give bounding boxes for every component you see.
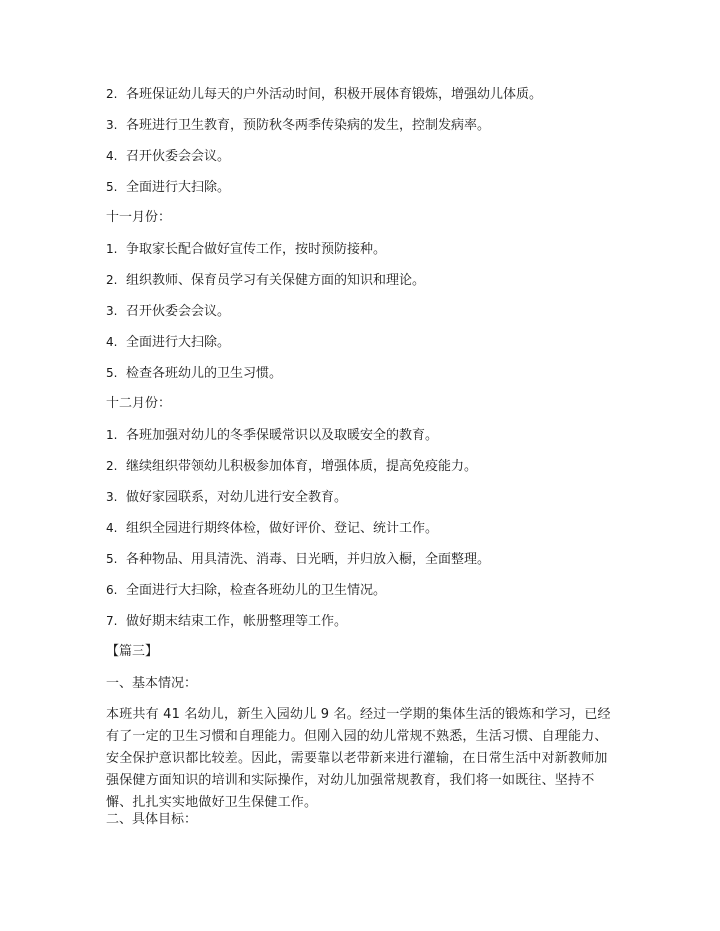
section-heading-december: 十二月份： [106, 396, 172, 411]
list-item [106, 427, 438, 444]
item-text: 组织全园进行期终体检，做好评价、登记、统计工作。 [126, 521, 439, 536]
item-number: 5. [106, 552, 118, 566]
item-text: 各班进行卫生教育，预防秋冬两季传染病的发生，控制发病率。 [126, 118, 491, 133]
list-item [106, 489, 347, 506]
item-text: 争取家长配合做好宣传工作，按时预防接种。 [126, 242, 387, 257]
item-number: 3. [106, 304, 118, 318]
item-number: 2. [106, 87, 118, 101]
item-number: 4. [106, 149, 118, 163]
item-text: 全面进行大扫除，检查各班幼儿的卫生情况。 [126, 583, 387, 598]
list-item [106, 334, 230, 351]
item-number: 5. [106, 180, 118, 194]
item-number: 3. [106, 490, 118, 504]
item-number: 6. [106, 583, 118, 597]
item-number: 4. [106, 521, 118, 535]
list-item [106, 241, 386, 258]
list-item [106, 458, 477, 475]
list-item [106, 148, 230, 165]
body-paragraph: 本班共有 41 名幼儿，新生入园幼儿 9 名。经过一学期的集体生活的锻炼和学习，已经有了一定的卫生习惯和自理能力。但刚入园的幼儿常规不熟悉，生活习惯、自理能力、安全保护意识都比较差。因此，需要靠以老带新来进行灌输，在日常生活中对新教师加强保健方面知识的培训和实际操作，对幼儿加强常规教育，我们将一如既往、坚持不懈、扎扎实实地做好卫生保健工作。 [106, 707, 611, 810]
item-number: 2. [106, 273, 118, 287]
item-text: 做好家园联系，对幼儿进行安全教育。 [126, 490, 348, 505]
item-number: 7. [106, 614, 118, 628]
item-text: 各班保证幼儿每天的户外活动时间，积极开展体育锻炼，增强幼儿体质。 [126, 87, 543, 102]
list-item [106, 613, 347, 630]
list-item [106, 551, 490, 568]
list-item [106, 303, 230, 320]
item-text: 检查各班幼儿的卫生习惯。 [126, 366, 283, 381]
item-text: 全面进行大扫除。 [126, 335, 231, 350]
item-text: 召开伙委会会议。 [126, 304, 231, 319]
section-heading-november: 十一月份： [106, 210, 172, 225]
item-number: 2. [106, 459, 118, 473]
item-number: 5. [106, 366, 118, 380]
item-text: 各种物品、用具清洗、消毒、日光晒，并归放入橱，全面整理。 [126, 552, 491, 567]
item-number: 1. [106, 242, 118, 256]
section-heading-basic-situation: 一、基本情况： [106, 676, 198, 691]
list-item [106, 582, 386, 599]
item-number: 4. [106, 335, 118, 349]
part-marker: 【篇三】 [106, 644, 159, 659]
item-number: 3. [106, 118, 118, 132]
item-text: 做好期末结束工作，帐册整理等工作。 [126, 614, 348, 629]
item-text: 全面进行大扫除。 [126, 180, 231, 195]
list-item [106, 117, 490, 134]
item-text: 召开伙委会会议。 [126, 149, 231, 164]
section-heading-specific-goals: 二、具体目标： [106, 812, 198, 827]
list-item [106, 365, 282, 382]
item-number: 1. [106, 428, 118, 442]
item-text: 各班加强对幼儿的冬季保暖常识以及取暖安全的教育。 [126, 428, 439, 443]
list-item [106, 179, 230, 196]
list-item [106, 86, 542, 103]
list-item [106, 272, 425, 289]
item-text: 组织教师、保育员学习有关保健方面的知识和理论。 [126, 273, 426, 288]
list-item [106, 520, 438, 537]
item-text: 继续组织带领幼儿积极参加体育，增强体质，提高免疫能力。 [126, 459, 478, 474]
